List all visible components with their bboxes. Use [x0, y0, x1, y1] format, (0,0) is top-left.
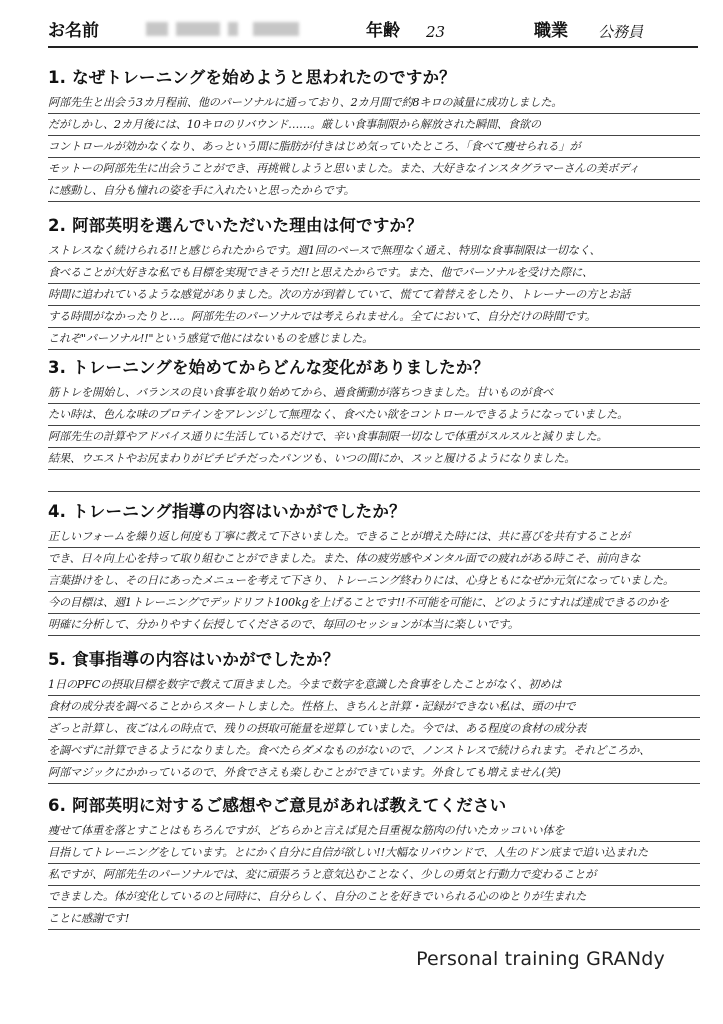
question-4-heading: 4. トレーニング指導の内容はいかがでしたか？ [48, 502, 406, 521]
answer-line: 阿部先生の計算やアドバイス通りに生活しているだけで、辛い食事制限一切なしで体重がスルスルと減りました。 [48, 426, 700, 448]
answer-2 [48, 240, 700, 350]
answer-line: 目指してトレーニングをしています。とにかく自分に自信が欲しい!!大幅なリバウンドで、人生のドン底まで追い込まれた [48, 842, 700, 864]
answer-line: できました。体が変化しているのと同時に、自分らしく、自分のことを好きでいられる心のゆとりが生まれた [48, 886, 700, 908]
answer-line: 今の目標は、週1トレーニングでデッドリフト100kgを上げることです!!不可能を可能に、どのようにすれば達成できるのかを [48, 592, 700, 614]
job-value: 公務員 [598, 23, 644, 41]
question-6-heading: 6. 阿部英明に対するご感想やご意見があれば教えてください [48, 796, 507, 815]
answer-line: これぞ"パーソナル!!"という感覚で他にはないものを感じました。 [48, 328, 700, 350]
brand-footer: Personal training GRANdy [416, 948, 665, 970]
answer-line: 結果、ウエストやお尻まわりがピチピチだったパンツも、いつの間にか、スッと履けるようになりました。 [48, 448, 700, 470]
answer-line: でき、日々向上心を持って取り組むことができました。また、体の疲労感やメンタル面での疲れがある時こそ、前向きな [48, 548, 700, 570]
answer-line: 正しいフォームを繰り返し何度も丁寧に教えて下さいました。できることが増えた時には、共に喜びを共有することが [48, 526, 700, 548]
answer-line: 食材の成分表を調べることからスタートしました。性格上、きちんと計算・記録ができない私は、頭の中で [48, 696, 700, 718]
answer-6 [48, 820, 700, 930]
answer-3 [48, 382, 700, 492]
answer-line: 言葉掛けをし、その日にあったメニューを考えて下さり、トレーニング終わりには、心身ともになぜか元気になっていました。 [48, 570, 700, 592]
redacted-name-mark [146, 22, 168, 36]
answer-line: コントロールが効かなくなり、あっという間に脂肪が付きはじめ気っていたところ、「食べて痩せられる」が [48, 136, 700, 158]
answer-line: 明確に分析して、分かりやすく伝授してくださるので、毎回のセッションが本当に楽しいです。 [48, 614, 700, 636]
redacted-name-mark [228, 22, 238, 36]
answer-line: 時間に追われているような感覚がありました。次の方が到着していて、慌てて着替えをしたり、トレーナーの方とお話 [48, 284, 700, 306]
answer-1 [48, 92, 700, 202]
answer-line: 阿部マジックにかかっているので、外食でさえも楽しむことができています。外食しても増えません(笑) [48, 762, 700, 784]
name-label: お名前 [48, 21, 99, 41]
answer-line: 阿部先生と出会う3カ月程前、他のパーソナルに通っており、2カ月間で約8キロの減量に成功しました。 [48, 92, 700, 114]
answer-line: 1日のPFCの摂取目標を数字で教えて頂きました。今まで数字を意識した食事をしたことがなく、初めは [48, 674, 700, 696]
answer-4 [48, 526, 700, 636]
answer-line: ことに感謝です! [48, 908, 700, 930]
answer-line: 筋トレを開始し、バランスの良い食事を取り始めてから、過食衝動が落ちつきました。甘いものが食べ [48, 382, 700, 404]
answer-line: ストレスなく続けられる!!と感じられたからです。週1回のペースで無理なく通え、特別な食事制限は一切なく、 [48, 240, 700, 262]
age-value: 23 [426, 23, 446, 41]
job-label: 職業 [534, 21, 568, 41]
answer-line [48, 470, 700, 492]
question-1-heading: 1. なぜトレーニングを始めようと思われたのですか？ [48, 68, 456, 87]
header-underline [48, 46, 698, 48]
answer-line: を調べずに計算できるようになりました。食べたらダメなものがないので、ノンストレスで続けられます。それどころか、 [48, 740, 700, 762]
redacted-name-mark [176, 22, 220, 36]
age-label: 年齢 [366, 21, 400, 41]
question-3-heading: 3. トレーニングを始めてからどんな変化がありましたか？ [48, 358, 490, 377]
answer-line: に感動し、自分も憧れの姿を手に入れたいと思ったからです。 [48, 180, 700, 202]
answer-line: 痩せて体重を落とすことはもちろんですが、どちらかと言えば見た目重視な筋肉の付いたカッコいい体を [48, 820, 700, 842]
redacted-name-mark [253, 22, 299, 36]
answer-line: ざっと計算し、夜ごはんの時点で、残りの摂取可能量を逆算していました。今では、ある程度の食材の成分表 [48, 718, 700, 740]
question-5-heading: 5. 食事指導の内容はいかがでしたか？ [48, 650, 340, 669]
answer-line: だがしかし、2カ月後には、10キロのリバウンド……。厳しい食事制限から解放された瞬間、食欲の [48, 114, 700, 136]
answer-5 [48, 674, 700, 784]
answer-line: 私ですが、阿部先生のパーソナルでは、変に頑張ろうと意気込むことなく、少しの勇気と行動力で変わることが [48, 864, 700, 886]
answer-line: 食べることが大好きな私でも目標を実現できそうだ!!と思えたからです。また、他でパーソナルを受けた際に、 [48, 262, 700, 284]
answer-line: する時間がなかったりと…。阿部先生のパーソナルでは考えられません。全てにおいて、自分だけの時間です。 [48, 306, 700, 328]
answer-line: たい時は、色んな味のプロテインをアレンジして無理なく、食べたい欲をコントロールできるようになっていました。 [48, 404, 700, 426]
answer-line: モットーの阿部先生に出会うことができ、再挑戦しようと思いました。また、大好きなインスタグラマーさんの美ボディ [48, 158, 700, 180]
question-2-heading: 2. 阿部英明を選んでいただいた理由は何ですか？ [48, 216, 423, 235]
header-row [48, 18, 698, 48]
